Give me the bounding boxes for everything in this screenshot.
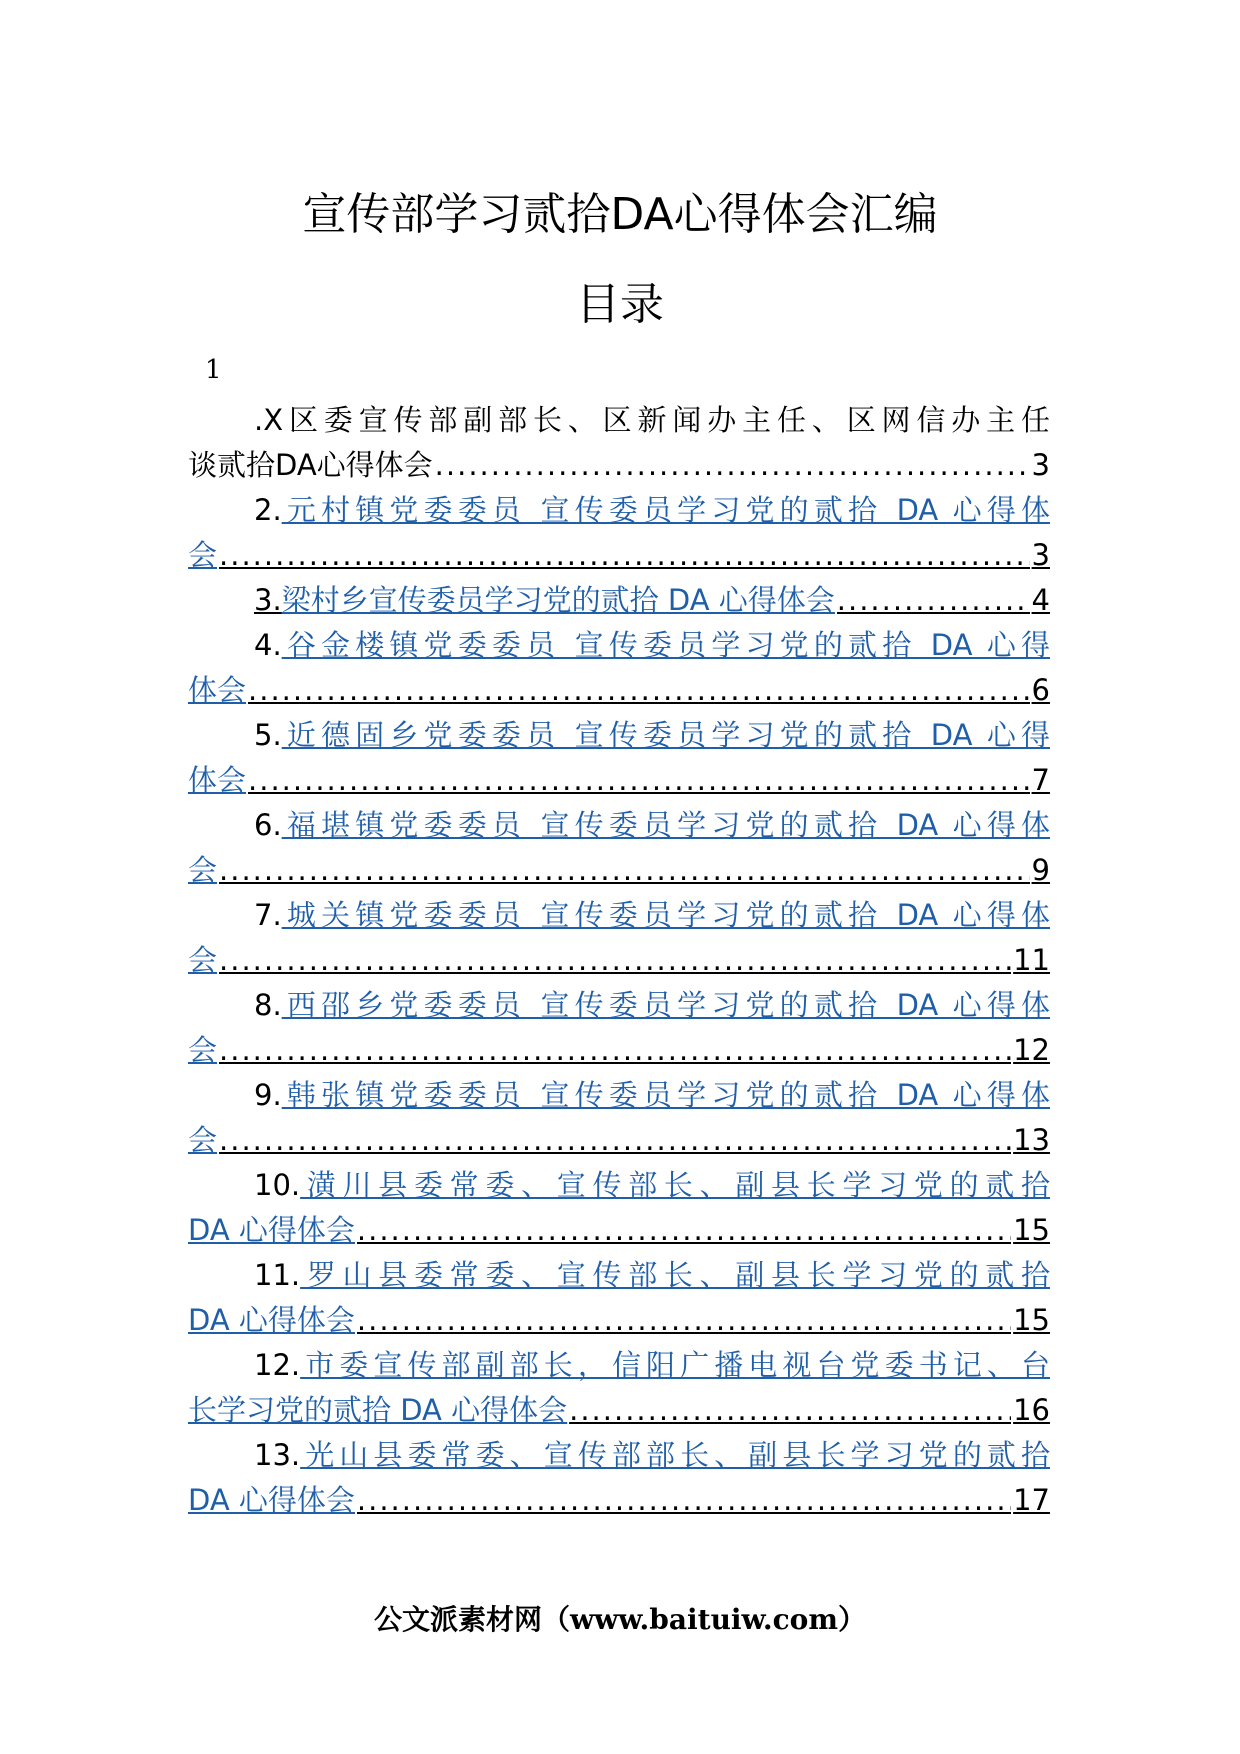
toc-heading: 目录: [576, 279, 664, 330]
toc-entry-link-cont[interactable]: DA 心得体会: [188, 1483, 355, 1517]
dot-leader: [248, 668, 1030, 713]
dot-leader: [219, 848, 1030, 893]
toc-entry-link-cont[interactable]: 体会: [188, 673, 247, 707]
dot-leader: [837, 578, 1030, 623]
toc-entry-title-line2: [188, 668, 1050, 713]
toc-entry-number: 10.: [254, 1168, 301, 1202]
toc-entry-4[interactable]: [188, 623, 1050, 713]
toc-entry-2[interactable]: [188, 488, 1050, 578]
toc-entry-link-cont[interactable]: 会: [188, 1123, 218, 1157]
toc-page-number: 13: [1013, 1123, 1050, 1157]
toc-entry-title: .X区委宣传部副部长、区新闻办主任、区网信办主任: [254, 403, 1050, 437]
toc-entry-title-line1: [188, 893, 1050, 938]
document-title: 宣传部学习贰拾DA心得体会汇编: [302, 189, 938, 240]
toc-entry-link[interactable]: 市委宣传部副部长，信阳广播电视台党委书记、台: [300, 1348, 1050, 1382]
toc-entry-6[interactable]: [188, 803, 1050, 893]
toc-entry-link[interactable]: 罗山县委常委、宣传部长、副县长学习党的贰拾: [300, 1258, 1050, 1292]
toc-entry-title-line1: [188, 803, 1050, 848]
toc-entry-number: 13.: [254, 1438, 301, 1472]
toc-page-number: 12: [1013, 1033, 1050, 1067]
toc-entry-link-cont[interactable]: 会: [188, 943, 218, 977]
toc-entry-link-cont[interactable]: 会: [188, 853, 218, 887]
toc-entry-number: 12.: [254, 1348, 301, 1382]
toc-entry-3[interactable]: [188, 578, 1050, 623]
toc-entry-title-line2: [188, 1208, 1050, 1253]
toc-page-number: 3: [1031, 538, 1050, 572]
dot-leader: [219, 1118, 1011, 1163]
toc-entry-number: 2.: [254, 493, 282, 527]
toc-entry-link[interactable]: 韩张镇党委委员 宣传委员学习党的贰拾 DA 心得体: [281, 1078, 1050, 1112]
toc-entry-link[interactable]: 谷金楼镇党委委员 宣传委员学习党的贰拾 DA 心得: [281, 628, 1050, 662]
toc-entry-title-line2: [188, 1028, 1050, 1073]
toc-entry-number: 4.: [254, 628, 282, 662]
toc-entry-title-line1: [188, 398, 1050, 443]
toc-entry-link-cont[interactable]: 会: [188, 538, 218, 572]
toc-entry-title-line1: [188, 1433, 1050, 1478]
dot-leader: [357, 1478, 1011, 1523]
toc-page-number: 7: [1031, 763, 1050, 797]
toc-entry-number: 3.: [254, 583, 282, 617]
toc-page-number: 15: [1013, 1303, 1050, 1337]
toc-entry-link[interactable]: 近德固乡党委委员 宣传委员学习党的贰拾 DA 心得: [281, 718, 1050, 752]
toc-entry-title-line1: [188, 1253, 1050, 1298]
table-of-contents: [188, 398, 1050, 1523]
toc-entry-title-line2: [188, 1298, 1050, 1343]
dot-leader: [219, 1028, 1011, 1073]
toc-entry-13[interactable]: [188, 1433, 1050, 1523]
toc-entry-11[interactable]: [188, 1253, 1050, 1343]
dot-leader: [357, 1298, 1011, 1343]
toc-entry-title-cont: 谈贰拾DA心得体会: [188, 448, 433, 482]
footer-watermark: 公文派素材网（www.baituiw.com）: [374, 1603, 866, 1636]
toc-entry-title-line2: [188, 443, 1050, 488]
toc-entry-link[interactable]: 梁村乡宣传委员学习党的贰拾 DA 心得体会: [281, 583, 835, 617]
toc-entry-title-line2: [188, 1388, 1050, 1433]
toc-page-number: 6: [1031, 673, 1050, 707]
toc-page-number: 15: [1013, 1213, 1050, 1247]
toc-entry-12[interactable]: [188, 1343, 1050, 1433]
toc-entry-title-line1: [188, 713, 1050, 758]
toc-entry-title-line1: [188, 488, 1050, 533]
toc-page-number: 3: [1031, 448, 1050, 482]
toc-page-number: 16: [1013, 1393, 1050, 1427]
toc-page-number: 17: [1013, 1483, 1050, 1517]
toc-page-number: 4: [1031, 583, 1050, 617]
dot-leader: [435, 443, 1030, 488]
toc-entry-link[interactable]: 潢川县委常委、宣传部长、副县长学习党的贰拾: [300, 1168, 1050, 1202]
toc-entry-title-line1: [188, 983, 1050, 1028]
toc-entry-number: 7.: [254, 898, 282, 932]
toc-page-number: 11: [1013, 943, 1050, 977]
toc-entry-title-line1: [188, 623, 1050, 668]
toc-entry-link-cont[interactable]: 长学习党的贰拾 DA 心得体会: [188, 1393, 568, 1427]
toc-entry-number: 9.: [254, 1078, 282, 1112]
toc-entry-5[interactable]: [188, 713, 1050, 803]
dot-leader: [219, 938, 1011, 983]
toc-entry-8[interactable]: [188, 983, 1050, 1073]
toc-entry-link[interactable]: 元村镇党委委员 宣传委员学习党的贰拾 DA 心得体: [281, 493, 1050, 527]
toc-entry-number: 8.: [254, 988, 282, 1022]
toc-page-number: 9: [1031, 853, 1050, 887]
toc-entry-title-line1: [188, 1073, 1050, 1118]
toc-entry-link-cont[interactable]: DA 心得体会: [188, 1303, 355, 1337]
dot-leader: [569, 1388, 1011, 1433]
toc-entry-1[interactable]: [188, 398, 1050, 488]
toc-entry-10[interactable]: [188, 1163, 1050, 1253]
page-marker: 1: [205, 355, 222, 385]
toc-entry-title-line2: [188, 1118, 1050, 1163]
toc-entry-title-line1: [188, 578, 1050, 623]
dot-leader: [219, 533, 1030, 578]
toc-entry-link[interactable]: 城关镇党委委员 宣传委员学习党的贰拾 DA 心得体: [281, 898, 1050, 932]
toc-entry-title-line1: [188, 1343, 1050, 1388]
toc-entry-number: 6.: [254, 808, 282, 842]
toc-entry-title-line2: [188, 1478, 1050, 1523]
toc-entry-link-cont[interactable]: 会: [188, 1033, 218, 1067]
toc-entry-link-cont[interactable]: DA 心得体会: [188, 1213, 355, 1247]
toc-entry-link[interactable]: 西邵乡党委委员 宣传委员学习党的贰拾 DA 心得体: [281, 988, 1050, 1022]
toc-entry-link[interactable]: 光山县委常委、宣传部部长、副县长学习党的贰拾: [300, 1438, 1050, 1472]
toc-entry-number: 11.: [254, 1258, 301, 1292]
toc-entry-title-line1: [188, 1163, 1050, 1208]
toc-entry-title-line2: [188, 758, 1050, 803]
dot-leader: [248, 758, 1030, 803]
toc-entry-title-line2: [188, 938, 1050, 983]
toc-entry-link[interactable]: 福堪镇党委委员 宣传委员学习党的贰拾 DA 心得体: [281, 808, 1050, 842]
toc-entry-title-line2: [188, 533, 1050, 578]
toc-entry-title-line2: [188, 848, 1050, 893]
toc-entry-link-cont[interactable]: 体会: [188, 763, 247, 797]
toc-entry-9[interactable]: [188, 1073, 1050, 1163]
toc-entry-7[interactable]: [188, 893, 1050, 983]
toc-entry-number: 5.: [254, 718, 282, 752]
dot-leader: [357, 1208, 1011, 1253]
